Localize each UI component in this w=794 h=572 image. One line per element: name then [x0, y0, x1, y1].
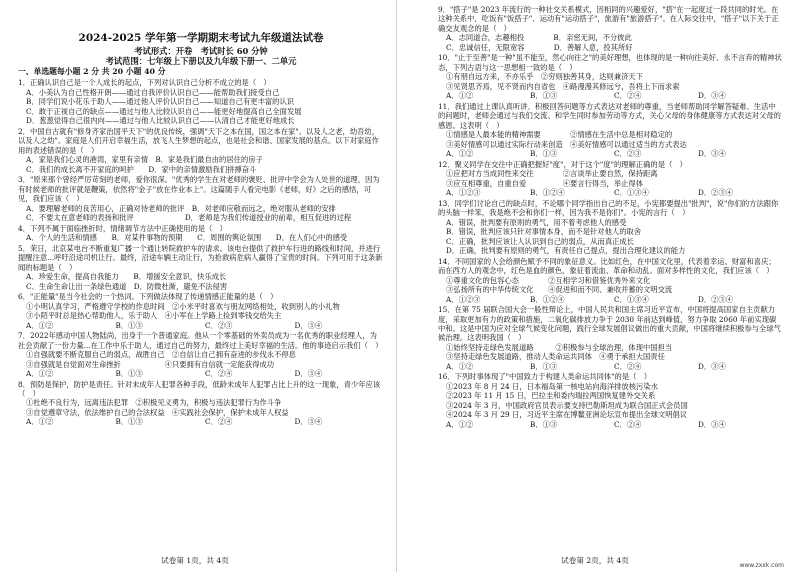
question-option: ①杜绝不良行为，远离违法犯罪 ②积极见义勇为，积极与违法犯罪行为作斗争	[26, 398, 282, 408]
answer-choice: B．①③	[530, 149, 558, 159]
answer-choices	[438, 420, 782, 429]
page-footer-right: 试卷第 2页，共 4页	[561, 556, 629, 566]
question	[438, 372, 782, 429]
section-title: 一、单选题每小题 2 分 共 20 小题 40 分	[18, 67, 166, 77]
question-stem: 16．下列时事体现了"中国致力于构建人类命运共同体"的是（ ）	[438, 372, 652, 382]
question-option: ①2023 年 8 月 24 日，日本福岛第一核电站向海洋排放核污染水	[446, 381, 658, 391]
answer-choice: D．③④	[698, 149, 726, 159]
answer-choice: C．①③④	[614, 188, 649, 198]
answer-choice: C．②④	[614, 91, 642, 101]
question-stem: 14．不同国家的人会给颜色赋予不同的象征意义。比如红色，在中国文化里，代表着幸运、财富和喜庆；而在西方人的观念中，红色是血的颜色，象征着流血、革命和动乱。面对多样性的文化，我们应该（ ）	[438, 256, 776, 276]
answer-choice: B．①②④	[530, 188, 565, 198]
question	[438, 305, 782, 371]
right-question-list	[438, 5, 782, 429]
question-option: B．同学们说小花乐于助人——通过他人评价认识自己——知道自己有更丰富的认识	[26, 97, 295, 107]
answer-choices	[438, 295, 782, 304]
question-option: ②2023 年 11 月 15 日，巴拉圭和委内瑞拉两国恢复建外交关系	[446, 391, 656, 401]
answer-choice: A．①②	[446, 91, 474, 101]
answer-choice: C．②④	[614, 419, 642, 429]
question-option: D．葱葱觉得自己很内向——通过与他人比较认识自己——认清自己才能更好地成长	[26, 116, 295, 126]
question-option: B．错误，批判应该只针对事情本身，而不是针对他人的取舍	[446, 227, 642, 237]
question-option: A．要理解老师的良苦用心，正确对待老师的批评 B．对老师应敬而远之，绝对服从老师的安排	[26, 203, 336, 213]
question	[18, 380, 384, 427]
question-stem: 9．"搭子"是 2023 年流行的一种社交关系模式，因相同的兴趣爱好，"搭"在一起度过一段共同的时光。在这种关系中，吃饭有"饭搭子"、运动有"运动搭子"，旅游有"旅游搭子"。在人际交往中，"搭子"以下关于正确交友观念的是（ ）	[438, 5, 779, 33]
answer-choices	[438, 149, 782, 158]
question-stem: 15．在第 75 届联合国大会一般性辩论上，中国人民共和国主席习近平宣布，中国将提高国家自主贡献力度，采取更加有力的政策和措施，二氧化碳排放力争于 2030 年前达到峰值，努力争取 2060 年前实现碳中和。这是中国为应对全球气候变化问题，践行全球发展倡议做出的重大贡献，中国将继续积极参与全球气候治理。这表明我国（ ）	[438, 305, 781, 343]
question-option: C．不要太在意老师的表扬和批评 D．老师是为我们传道授业的前辈，相互促进的过程	[26, 213, 352, 223]
answer-choice: A．①②③	[446, 188, 481, 198]
answer-choice: D．③④	[698, 419, 726, 429]
question-option: C．我们的成长离不开家庭的呵护 D．家中的亲情激励我们拼搏奋斗	[26, 164, 257, 174]
answer-choice: C．②③	[205, 320, 233, 330]
question-stem: 1．正确认识自己是一个人成长的起点，下列对认识自己分析不成立的是（ ）	[18, 78, 271, 88]
answer-choices	[18, 321, 384, 330]
question-option: A．家是我们心灵的港湾，家里有亲情 B．家是我们最自由的居住的房子	[26, 155, 263, 165]
exam-form: 考试形式：开卷 考试时长 60 分钟	[134, 45, 268, 56]
answer-choices	[438, 91, 782, 100]
answer-choice: C．②③	[614, 149, 642, 159]
question-option: C．正确，批判应该让人认识到自己的弱点，从而真正成长	[446, 236, 635, 246]
question-option: C．生命生命让出一条绿色通道 D．防微杜渐，避免不法侵害	[26, 281, 228, 291]
question-option: C．敢于正视自己的缺点——通过与他人比较认识自己——能更好地提高自己全面发展	[26, 106, 302, 116]
question-stem: 10．"止于至善"是一种"虽不能至，然心向往之"的美好理想，也体现的是一种向往美好、永不言弃的精神状态，下列古语与这一思想相一致的是（ ）	[438, 53, 782, 72]
question	[438, 199, 782, 256]
answer-choice: D．③④	[294, 417, 323, 427]
question-option: A．小美认为自己性格开朗——通过自我评价认识自己——能帮助我们接受自己	[26, 87, 280, 97]
answer-choice: D．③④	[698, 91, 726, 101]
answer-choice: C．②④	[205, 417, 233, 427]
question-option: ③2024 年 3 月，中国政府官员表示要支持巴勒斯坦成为联合国正式会员国	[446, 400, 688, 410]
question-option: ③应互相尊重，自重自爱 ④要言行得当，举止得体	[446, 178, 644, 188]
question-option: ③自觉遵章守法，依法维护自己的合法权益 ④实践社会保护，保护未成年人权益	[26, 407, 289, 417]
answer-choice: D．②③④	[698, 188, 734, 198]
question-option: ①尊重文化的包容心态 ②互相学习和借鉴优秀外来文化	[446, 275, 651, 285]
answer-choice: B．①③	[530, 91, 558, 101]
left-question-list	[18, 78, 384, 426]
question	[18, 175, 384, 222]
question-option: A．志同道合，志趣相投 B．亲密无间，不分彼此	[446, 33, 632, 43]
answer-choice: D．②③④	[698, 294, 734, 304]
question-option: ①小明认真学习，严格遵守学校的作息时间 ②小米平时喜欢与朋友网络相处，收到别人的小礼物	[26, 301, 340, 311]
question-stem: 8．预防是保护，防护是责任。针对未成年人犯罪各种手段，低龄未成年人犯罪占比上升的这一现象，青少年应该（ ）	[18, 379, 381, 398]
question	[438, 53, 782, 100]
question-option: ③坚持走绿色发展道路，推动人类命运共同体 ④勇于承担大国责任	[446, 352, 665, 362]
answer-choice: B．①③	[115, 417, 143, 427]
question-option: ①应把对方当成同性来交往 ②言谈举止要自然，保持距离	[446, 169, 658, 179]
answer-choice: A．①②	[446, 149, 474, 159]
question-option: ④2024 年 3 月 29 日，习近平主席在博鳌亚洲论坛宣布提出全球文明倡议	[446, 410, 688, 420]
page-footer-left: 试卷第 1页，共 4页	[161, 556, 229, 566]
question-option: ③见贤思齐焉，见不贤而内自省也 ④路漫漫其修远兮，吾将上下而求索	[446, 81, 680, 91]
question-stem: 5．茉日，北京某电台不断重复广播一个通让转院救护车的请求。该电台提供了救护车行进的路线和时间，并进行提醒注意...呼吁沿途司机让行。最终，沿途车辆主动让行，为抢救病危病人赢得了宝贵的时间。下列可用于这条新闻的标题是（ ）	[18, 243, 383, 272]
answer-choice: B．①③	[530, 361, 558, 371]
question-option: ③小陌平时总是热心帮助他人，乐于助人 ④小军在上学路上捡到零钱交给失主	[26, 311, 282, 321]
question-option: ①有朋自远方来，不亦乐乎 ②穷则独善其身，达则兼济天下	[446, 72, 644, 82]
question-stem: 4．下列不属于面临挫折时，情绪调节方法中正确使用的是（ ）	[18, 223, 227, 233]
question-option: ③自强就是自觉面对生命挫折 ④只要拥有自信就一定能获得成功	[26, 359, 275, 369]
question-stem: 13．同学们讨论自己的缺点时，不论哪个同学指出自己的不足，小宪都要提出"批判"，说"你们的方法跟你的头脑一样笨，我是绝不会和你们一样，因为我不是你们"。小宪的言行（ ）	[438, 198, 779, 218]
answer-choice: B．①③	[530, 419, 558, 429]
page-divider	[396, 0, 397, 572]
answer-choices	[438, 188, 782, 197]
question	[18, 127, 384, 174]
question	[18, 331, 384, 378]
answer-choice: B．①②④	[530, 294, 565, 304]
answer-choice: A．①②	[26, 417, 54, 427]
watermark: www.zxxk.com	[739, 562, 784, 570]
question-option: A．个人的生活和情感 B．对某件事物的预期 C．周围的舆论氛围 D．在人们心中的感受	[26, 233, 348, 243]
answer-choice: D．③④	[294, 369, 323, 379]
question-option: ③美好情感可以通过实际行动来创造 ④美好情感可以通过适当的方式表达	[446, 139, 687, 149]
question-stem: 6．"正能量"是当今社会的一个热词。下列做法体现了传递情感正能量的是（ ）	[18, 292, 278, 302]
question-option: ①情感是人最本能的精神需要 ②情感在生活中总是相对稳定的	[446, 130, 673, 140]
question-stem: 7．2022年感动中国人物陆尚，出身于一个普通家庭。他从一个零基础的外卖员成为一名优秀的职业经理人，为社会贡献了一份力量...在工作中乐于助人，通过自己的努力，最终过上美好幸福的生活。他的事迹启示我们（ ）	[18, 331, 383, 350]
answer-choice: C．①③④	[614, 294, 649, 304]
question-option: ①自强就要不断克服自己的弱点，战胜自己 ②自信让自己拥有奋进的步伐永不停息	[26, 350, 296, 360]
answer-choice: A．①②	[26, 369, 54, 379]
question	[438, 5, 782, 52]
question	[438, 160, 782, 198]
answer-choice: C．②④	[614, 361, 642, 371]
answer-choice: A．①②	[446, 361, 474, 371]
question-stem: 2．中国自古就有"修身齐家治国平天下"的优良传统，强调"天下之本在国，国之本在家"。以及人之老，幼吾幼，以及人之幼"。家庭是人们开启幸福生活，放飞人生梦想的起点，也是社会和谐、国家发展的基点。以下对家庭作用的表述错误的是（ ）	[18, 126, 380, 155]
question-stem: 12．聚义同学在交往中正确把握好"度"，对于这个"度"的理解正确的是（ ）	[438, 159, 687, 169]
question-option: C．忠诚信任，无限宽容 D．善解人意，投其所好	[446, 42, 633, 52]
exam-title: 2024-2025 学年第一学期期末考试九年级道法试卷	[78, 32, 324, 44]
question-stem: 3．"原来那个曾经严厉苛刻的老师，爱你很深。"优秀的学生在对老师的褒贬、批评中学会为人处世的道理，因为有时候老师的批评就是鞭策，依然将"金子"放在作业本上"。这篇随手人看完电影《老师，好》之后的感悟，可见，我们应该（ ）	[18, 175, 380, 204]
answer-choices	[18, 369, 384, 378]
question	[18, 244, 384, 291]
question-option: A．珍爱生命，提高自我能力 B．增援安全意识，快乐成长	[26, 272, 227, 282]
answer-choices	[18, 417, 384, 426]
answer-choice: B．①③	[115, 320, 143, 330]
answer-choice: D．③④	[294, 320, 323, 330]
answer-choice: B．①③	[115, 369, 143, 379]
question-option: ①始终坚持走绿色发展道路 ②积极参与全球治理，体现中国担当	[446, 342, 673, 352]
question	[438, 257, 782, 304]
exam-scope: 考试范围：七年级上下册以及九年级下册一、二单元	[105, 56, 297, 66]
question-stem: 11．我们通过上课认真听讲、积极回答问题等方式表达对老师的尊重，当老师帮助同学解答疑难、生活中的问题时，老师会通过与我们交流、和学生同时参加劳动等方式，关心父母的身体健康等方式表达对父母的感恩。这表明（ ）	[438, 101, 781, 130]
answer-choice: A．①②	[26, 320, 54, 330]
answer-choice: A．①②	[446, 419, 474, 429]
question	[18, 78, 384, 125]
question	[18, 224, 384, 243]
answer-choice: D．③④	[698, 361, 726, 371]
answer-choice: A．①②③	[446, 294, 481, 304]
answer-choices	[438, 362, 782, 371]
page-right	[400, 0, 790, 572]
answer-choice: C．②④	[205, 369, 233, 379]
question	[18, 292, 384, 330]
question	[438, 102, 782, 159]
question-option: ③弘扬所有的中华传统文化 ④促进和而不同、兼收并蓄的文明交流	[446, 285, 673, 295]
page-left	[0, 0, 390, 572]
question-option: D．正确，批判要有原则的勇气，有责任自己提点，提出合理化建议的能力	[446, 246, 686, 256]
question-option: A．错误，批判要有原则的勇气，用不着考虑他人的感受	[446, 217, 627, 227]
